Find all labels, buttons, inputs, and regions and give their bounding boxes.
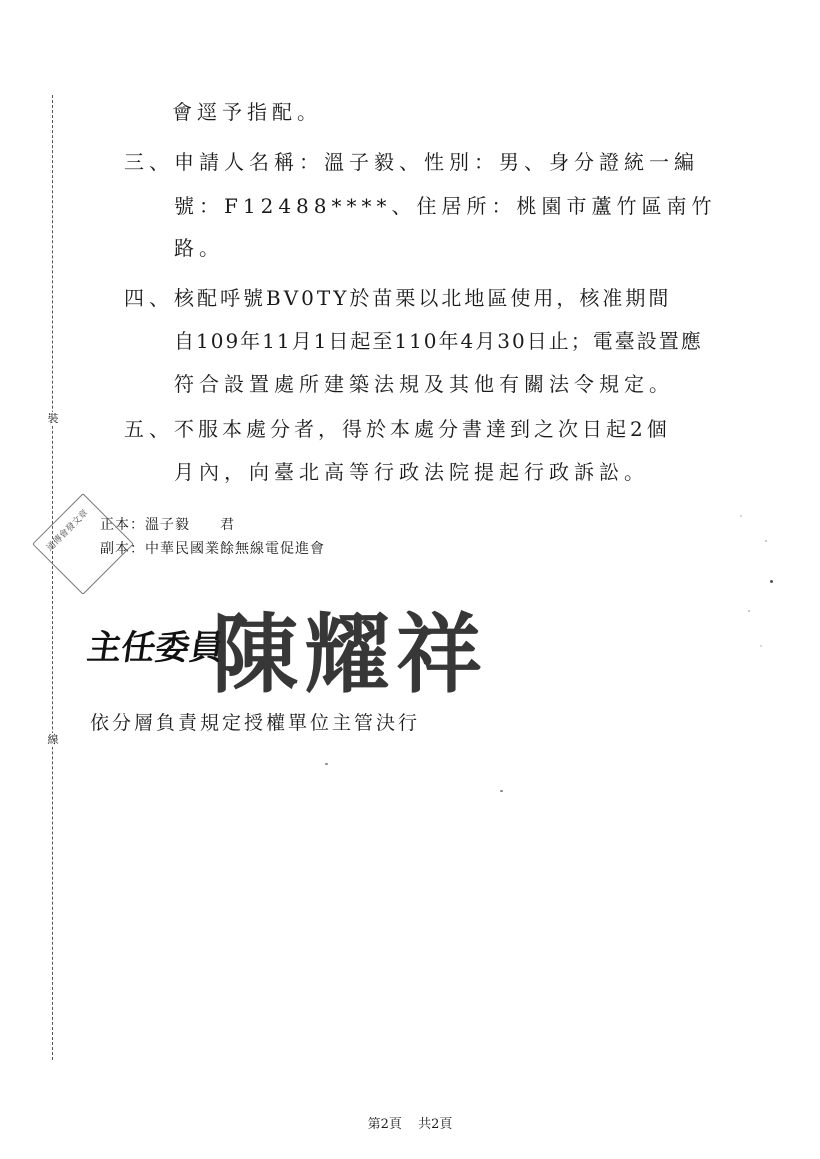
binding-label-bottom: 線 (44, 733, 62, 747)
item-number-4: 四、 (124, 286, 174, 310)
official-stamp-text: 通傳會發文章 (45, 508, 91, 554)
signature-name: 陳耀祥 (212, 605, 488, 705)
scan-speck (765, 540, 767, 542)
page-footer (0, 1113, 820, 1132)
binding-dashed-line (52, 95, 53, 1060)
scan-speck (740, 515, 742, 517)
page-number: 第2頁 (367, 1117, 402, 1132)
item-3-line-1: 申請人名稱：溫子毅、性別：男、身分證統一編 (174, 150, 699, 174)
continuation-line: 會逕予指配。 (172, 100, 322, 124)
item-number-5: 五、 (124, 417, 174, 441)
item-3-line-2: 號：F12488****、住居所：桃園市蘆竹區南竹 (174, 194, 717, 218)
item-4-line-3: 符合設置處所建築法規及其他有關法令規定。 (174, 372, 674, 396)
scan-speck (500, 790, 503, 792)
signature-title: 主任委員 (84, 628, 227, 668)
page-total: 共2頁 (418, 1117, 453, 1132)
scan-speck (760, 645, 762, 647)
item-5-line-2: 月內，向臺北高等行政法院提起行政訴訟。 (174, 460, 649, 484)
recipient-copy: 副本：中華民國業餘無線電促進會 (100, 541, 325, 557)
scan-speck (325, 763, 328, 765)
item-4-line-1: 核配呼號BV0TY於苗栗以北地區使用，核准期間 (174, 286, 672, 310)
item-3-line-3: 路。 (174, 236, 224, 260)
scan-speck (770, 580, 773, 583)
item-4-line-2: 自109年11月1日起至110年4月30日止；電臺設置應 (174, 329, 703, 353)
item-number-3: 三、 (124, 150, 174, 174)
item-5-line-1: 不服本處分者，得於本處分書達到之次日起2個 (174, 417, 671, 441)
recipient-original: 正本：溫子毅 君 (100, 517, 235, 533)
scan-speck (748, 610, 750, 612)
binding-label-top: 裝 (44, 412, 62, 426)
authority-note: 依分層負責規定授權單位主管決行 (90, 712, 421, 734)
